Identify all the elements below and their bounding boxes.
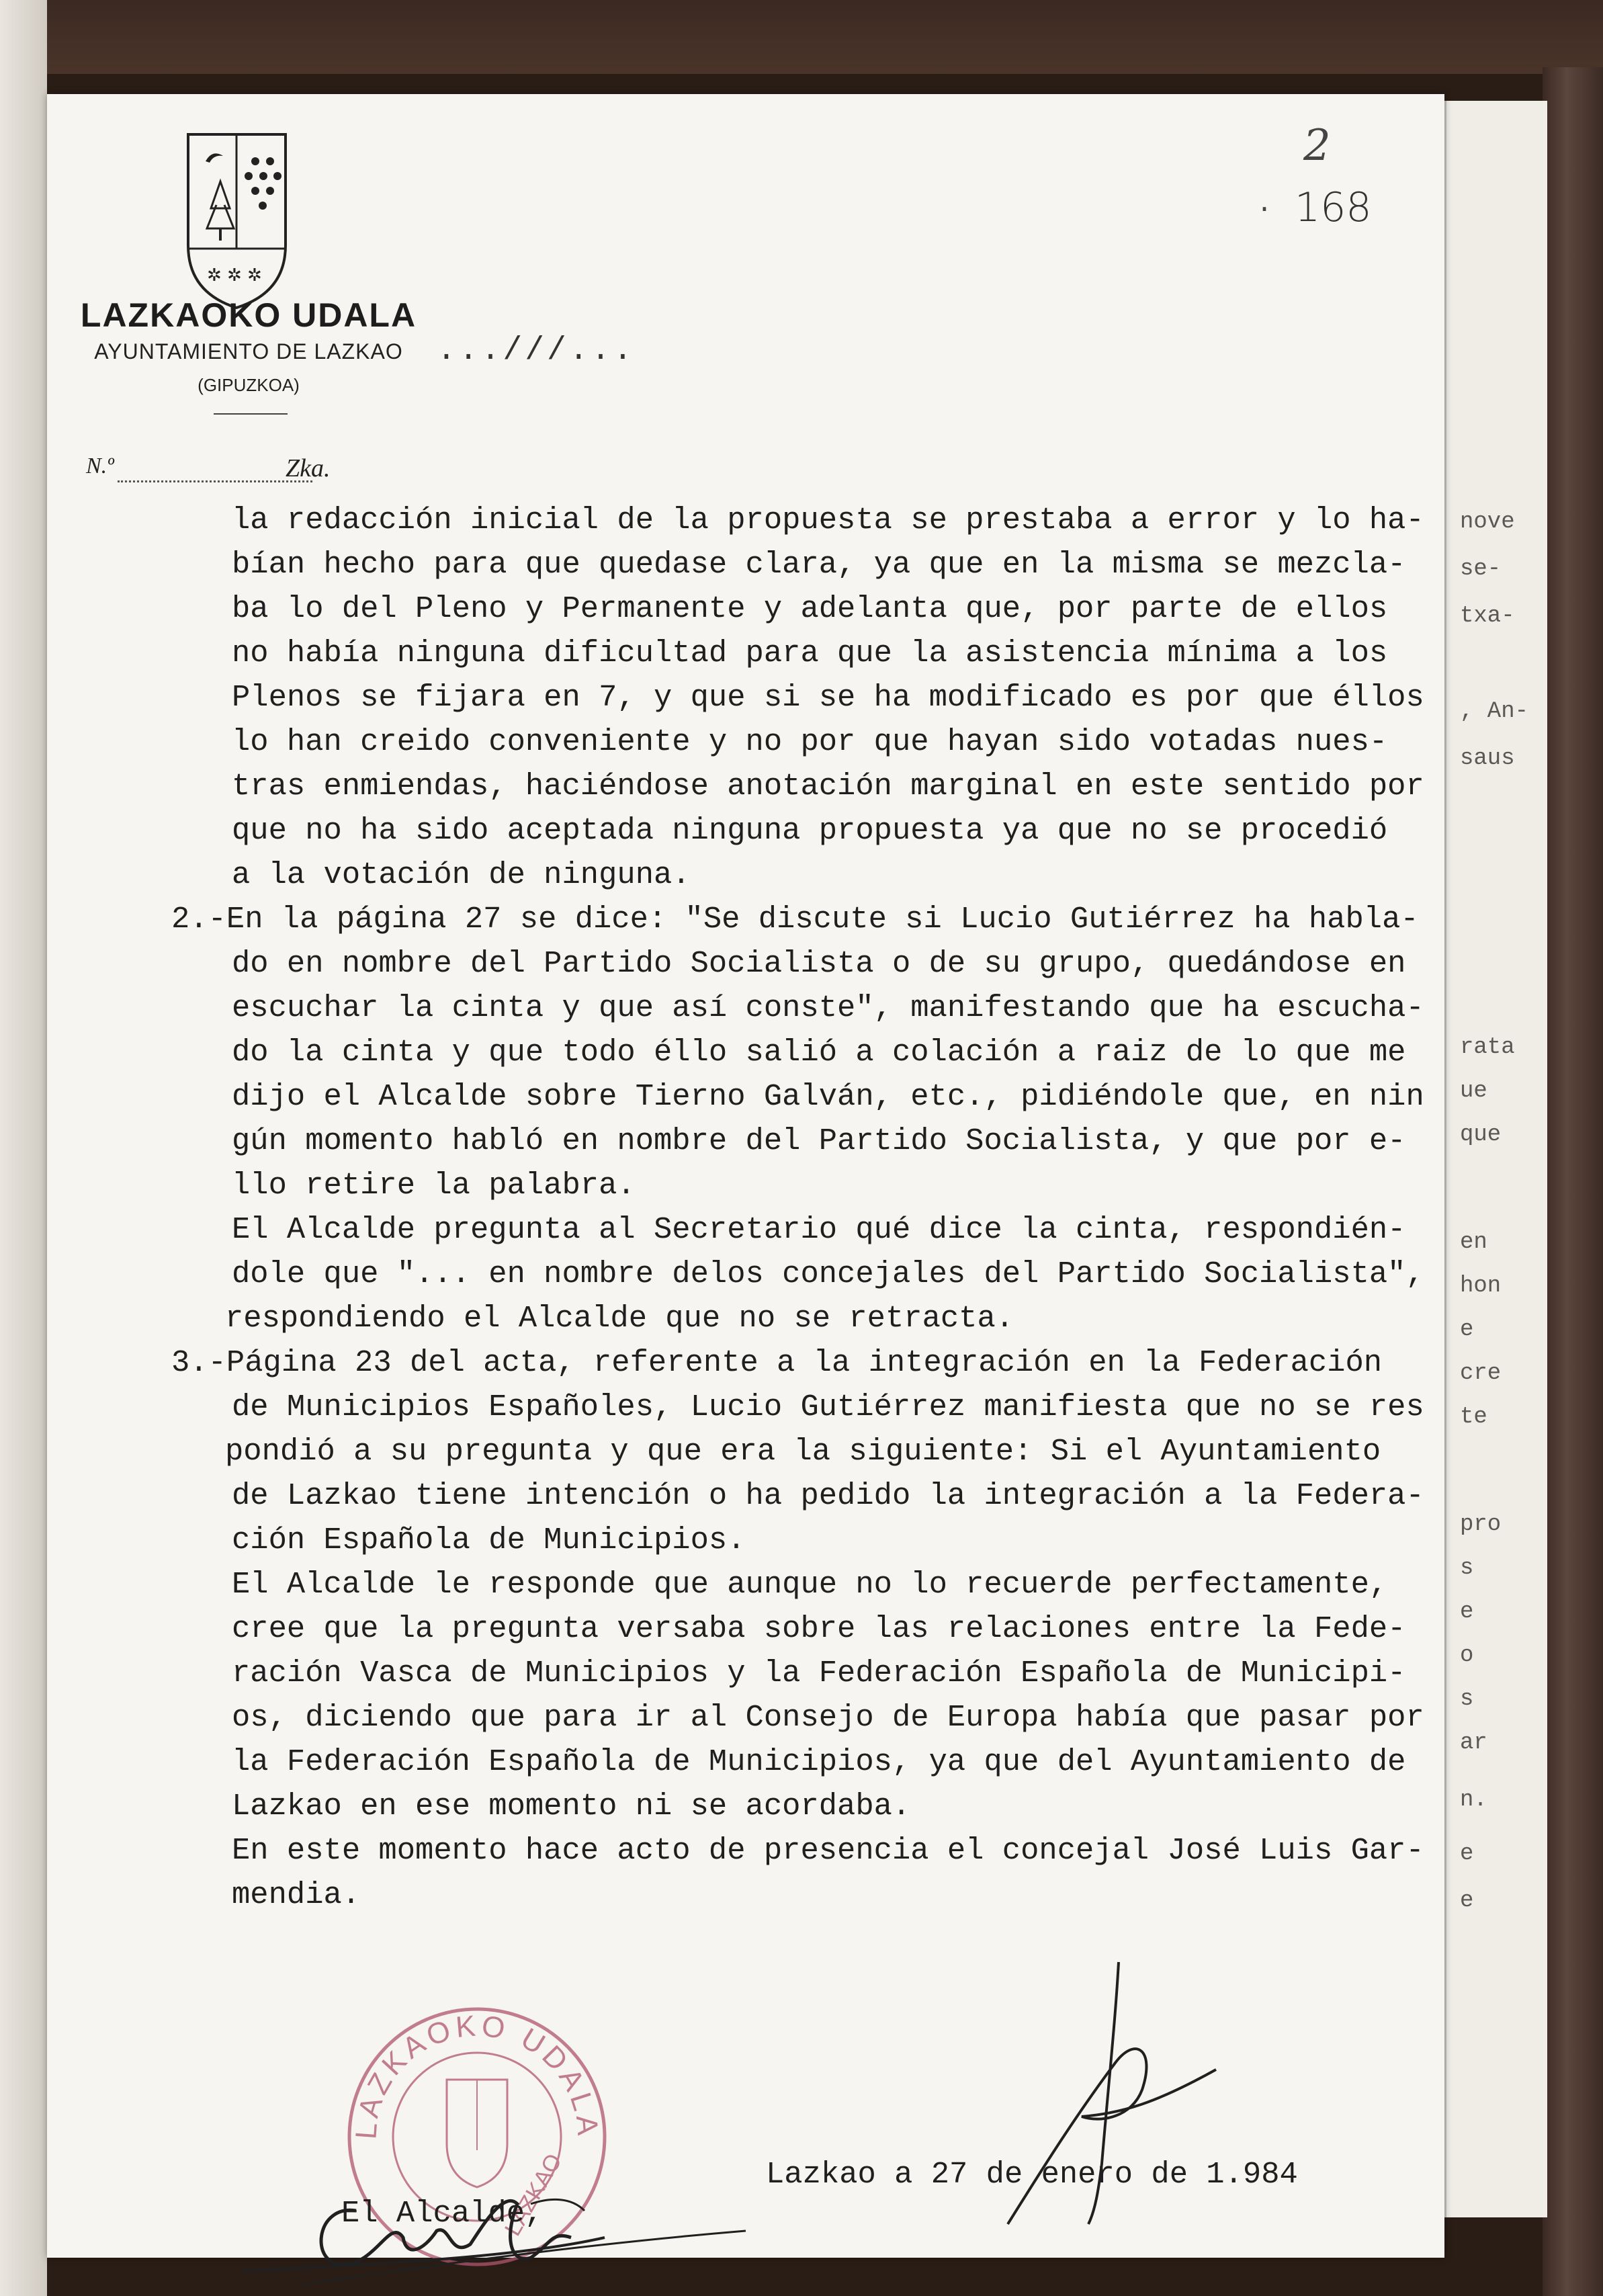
margin-fragment: , An- [1460, 699, 1529, 724]
margin-fragment: e [1460, 1888, 1474, 1914]
body-line: lo han creido conveniente y no por que hayan sido votadas nues- [232, 724, 1388, 759]
body-line: gún momento habló en nombre del Partido Socialista, y que por e- [232, 1123, 1406, 1158]
org-name-spanish: AYUNTAMIENTO DE LAZKAO [94, 339, 403, 364]
underlying-page [1444, 101, 1547, 2217]
margin-fragment: rata [1460, 1035, 1515, 1060]
margin-fragment: ue [1460, 1078, 1487, 1104]
body-line: a la votación de ninguna. [232, 857, 691, 892]
margin-fragment: te [1460, 1404, 1487, 1430]
margin-fragment: cre [1460, 1361, 1502, 1386]
margin-fragment: pro [1460, 1512, 1502, 1537]
signatory-label: El Alcalde, [341, 2196, 544, 2231]
body-line: cree que la pregunta versaba sobre las relaciones entre la Fede- [232, 1611, 1406, 1646]
margin-fragment: se- [1460, 556, 1502, 582]
margin-fragment: saus [1460, 746, 1515, 771]
page-dash-mark: · [1256, 195, 1273, 225]
margin-fragment: e [1460, 1317, 1474, 1343]
body-line: 2.-En la página 27 se dice: "Se discute si Lucio Gutiérrez ha habla- [171, 902, 1419, 937]
body-line: 3.-Página 23 del acta, referente a la integración en la Federación [171, 1345, 1383, 1380]
svg-text:✲: ✲ [207, 265, 222, 286]
margin-fragment: en [1460, 1230, 1487, 1255]
binder-cover-right [1543, 67, 1603, 2296]
body-line: mendia. [232, 1877, 361, 1912]
page-number: 168 [1295, 184, 1372, 231]
zka-label: Zka. [286, 454, 331, 482]
handwritten-sheet-number: 2 [1303, 121, 1331, 171]
signature-left [235, 2164, 773, 2285]
place-date: Lazkao a 27 de enero de 1.984 [766, 2157, 1298, 2192]
svg-text:✲: ✲ [227, 265, 242, 286]
margin-fragment: s [1460, 1687, 1474, 1712]
margin-fragment: e [1460, 1841, 1474, 1867]
seal-ring-text: LAZKAOKO UDALA [349, 2009, 605, 2141]
svg-text:✲: ✲ [247, 265, 262, 286]
body-line: tras enmiendas, haciéndose anotación marginal en este sentido por [232, 769, 1424, 804]
margin-fragment: txa- [1460, 603, 1515, 629]
body-line: os, diciendo que para ir al Consejo de Europa había que pasar por [232, 1700, 1424, 1735]
body-line: ba lo del Pleno y Permanente y adelanta que, por parte de ellos [232, 591, 1388, 626]
body-line: la redacción inicial de la propuesta se prestaba a error y lo ha- [232, 503, 1424, 538]
org-name: LAZKAOKO UDALA [80, 296, 417, 334]
body-line: ción Española de Municipios. [232, 1523, 746, 1558]
number-label: N.º [86, 454, 114, 478]
body-line: ración Vasca de Municipios y la Federación Española de Municipi- [232, 1656, 1406, 1691]
margin-fragment: nove [1460, 509, 1515, 535]
body-line: no había ninguna dificultad para que la asistencia mínima a los [232, 636, 1388, 671]
header-rule [214, 413, 288, 415]
margin-fragment: e [1460, 1599, 1474, 1625]
margin-fragment: n. [1460, 1787, 1487, 1813]
body-line: llo retire la palabra. [232, 1168, 636, 1203]
body-line: bían hecho para que quedase clara, ya que en la misma se mezcla- [232, 547, 1406, 582]
seal-lower-text: LAZKAO [500, 2149, 568, 2240]
body-line: que no ha sido aceptada ninguna propuesta ya que no se procedió [232, 813, 1388, 848]
body-line: escuchar la cinta y que así conste", manifestando que ha escucha- [232, 990, 1424, 1025]
body-line: dijo el Alcalde sobre Tierno Galván, etc., pidiéndole que, en nin [232, 1079, 1424, 1114]
body-line: En este momento hace acto de presencia el concejal José Luis Gar- [232, 1833, 1424, 1868]
margin-fragment: ar [1460, 1730, 1487, 1756]
body-line: la Federación Española de Municipios, ya que del Ayuntamiento de [232, 1744, 1406, 1779]
continuation-mark: ...///... [437, 333, 636, 369]
municipal-crest-icon [141, 121, 329, 323]
province-label: (GIPUZKOA) [198, 375, 300, 395]
margin-fragment: s [1460, 1556, 1474, 1581]
binder-top-edge [0, 0, 1603, 74]
body-line: do la cinta y que todo éllo salió a colación a raiz de lo que me [232, 1035, 1406, 1070]
body-line: Plenos se fijara en 7, y que si se ha modificado es por que éllos [232, 680, 1424, 715]
margin-fragment: que [1460, 1122, 1502, 1148]
body-line: Lazkao en ese momento ni se acordaba. [232, 1789, 911, 1824]
body-line: de Municipios Españoles, Lucio Gutiérrez manifiesta que no se res [232, 1390, 1424, 1425]
body-line: El Alcalde pregunta al Secretario qué dice la cinta, respondién- [232, 1212, 1406, 1247]
number-field-dots [118, 480, 312, 482]
body-line: do en nombre del Partido Socialista o de su grupo, quedándose en [232, 946, 1406, 981]
body-line: respondiendo el Alcalde que no se retracta. [225, 1301, 1014, 1336]
signature-right [1001, 1949, 1229, 2231]
margin-fragment: o [1460, 1643, 1474, 1668]
body-line: de Lazkao tiene intención o ha pedido la integración a la Federa- [232, 1478, 1424, 1513]
body-line: dole que "... en nombre delos concejales del Partido Socialista", [232, 1257, 1424, 1291]
body-line: pondió a su pregunta y que era la siguiente: Si el Ayuntamiento [225, 1434, 1381, 1469]
document-page [47, 94, 1444, 2258]
body-line: El Alcalde le responde que aunque no lo recuerde perfectamente, [232, 1567, 1388, 1602]
binder-left-edge [0, 0, 47, 2296]
margin-fragment: hon [1460, 1273, 1502, 1299]
